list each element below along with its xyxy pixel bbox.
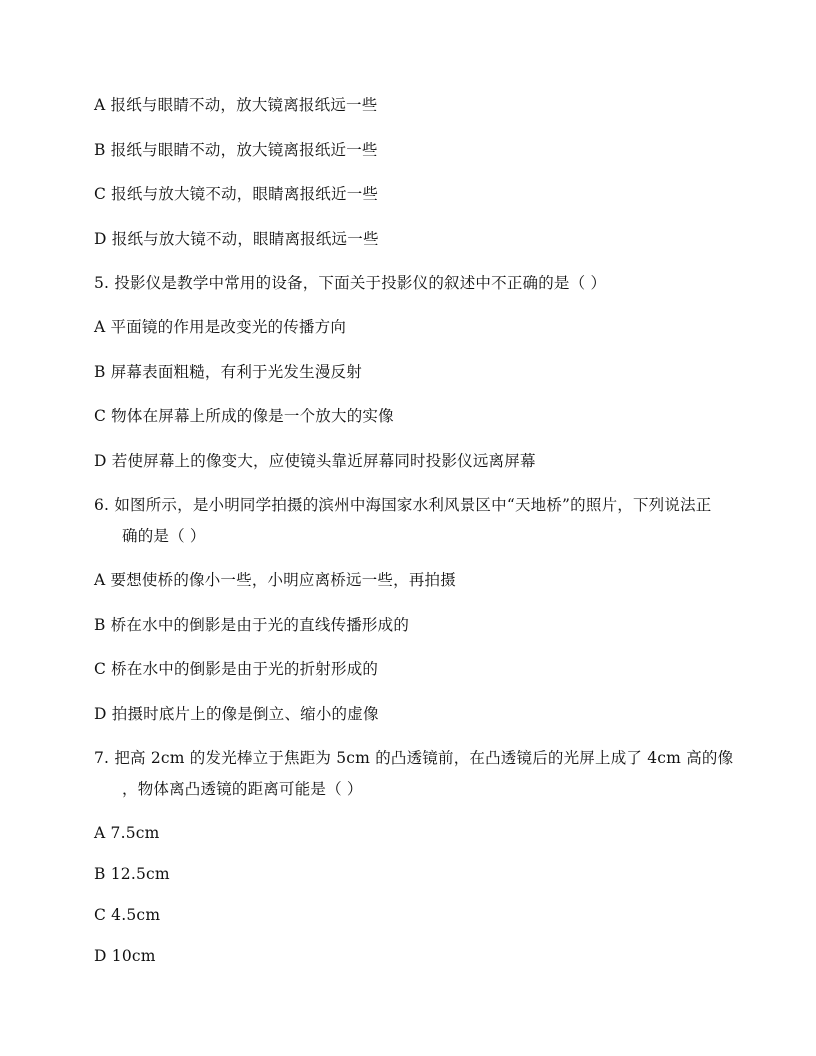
q5-option-c: C 物体在屏幕上所成的像是一个放大的实像 xyxy=(94,407,394,425)
q7-option-c: C 4.5cm xyxy=(94,906,161,924)
q7-option-d: D 10cm xyxy=(94,947,156,965)
q7-option-b: B 12.5cm xyxy=(94,865,170,883)
q6-option-b: B 桥在水中的倒影是由于光的直线传播形成的 xyxy=(94,616,410,634)
q6-stem-line1: 6. 如图所示，是小明同学拍摄的滨州中海国家水利风景区中“天地桥”的照片，下列说法正 xyxy=(94,496,712,514)
q5-option-d: D 若使屏幕上的像变大，应使镜头靠近屏幕同时投影仪远离屏幕 xyxy=(94,452,536,470)
q4-option-a: A 报纸与眼睛不动，放大镜离报纸远一些 xyxy=(94,96,378,114)
q5-stem: 5. 投影仪是教学中常用的设备，下面关于投影仪的叙述中不正确的是（ ） xyxy=(94,274,607,292)
q6-stem-line2: 确的是（ ） xyxy=(122,527,206,545)
q6-option-a: A 要想使桥的像小一些，小明应离桥远一些，再拍摄 xyxy=(94,571,456,589)
q5-option-a: A 平面镜的作用是改变光的传播方向 xyxy=(94,318,347,336)
q7-option-a: A 7.5cm xyxy=(94,824,160,842)
q4-option-d: D 报纸与放大镜不动，眼睛离报纸远一些 xyxy=(94,230,379,248)
q4-option-c: C 报纸与放大镜不动，眼睛离报纸近一些 xyxy=(94,185,379,203)
q6-option-c: C 桥在水中的倒影是由于光的折射形成的 xyxy=(94,660,379,678)
q5-option-b: B 屏幕表面粗糙，有利于光发生漫反射 xyxy=(94,363,362,381)
q6-option-d: D 拍摄时底片上的像是倒立、缩小的虚像 xyxy=(94,705,379,723)
q7-stem-line1: 7. 把高 2cm 的发光棒立于焦距为 5cm 的凸透镜前，在凸透镜后的光屏上成了 4cm 高的像 xyxy=(94,749,734,767)
q7-stem-line2: ，物体离凸透镜的距离可能是（ ） xyxy=(122,780,363,798)
q4-option-b: B 报纸与眼睛不动，放大镜离报纸近一些 xyxy=(94,141,378,159)
